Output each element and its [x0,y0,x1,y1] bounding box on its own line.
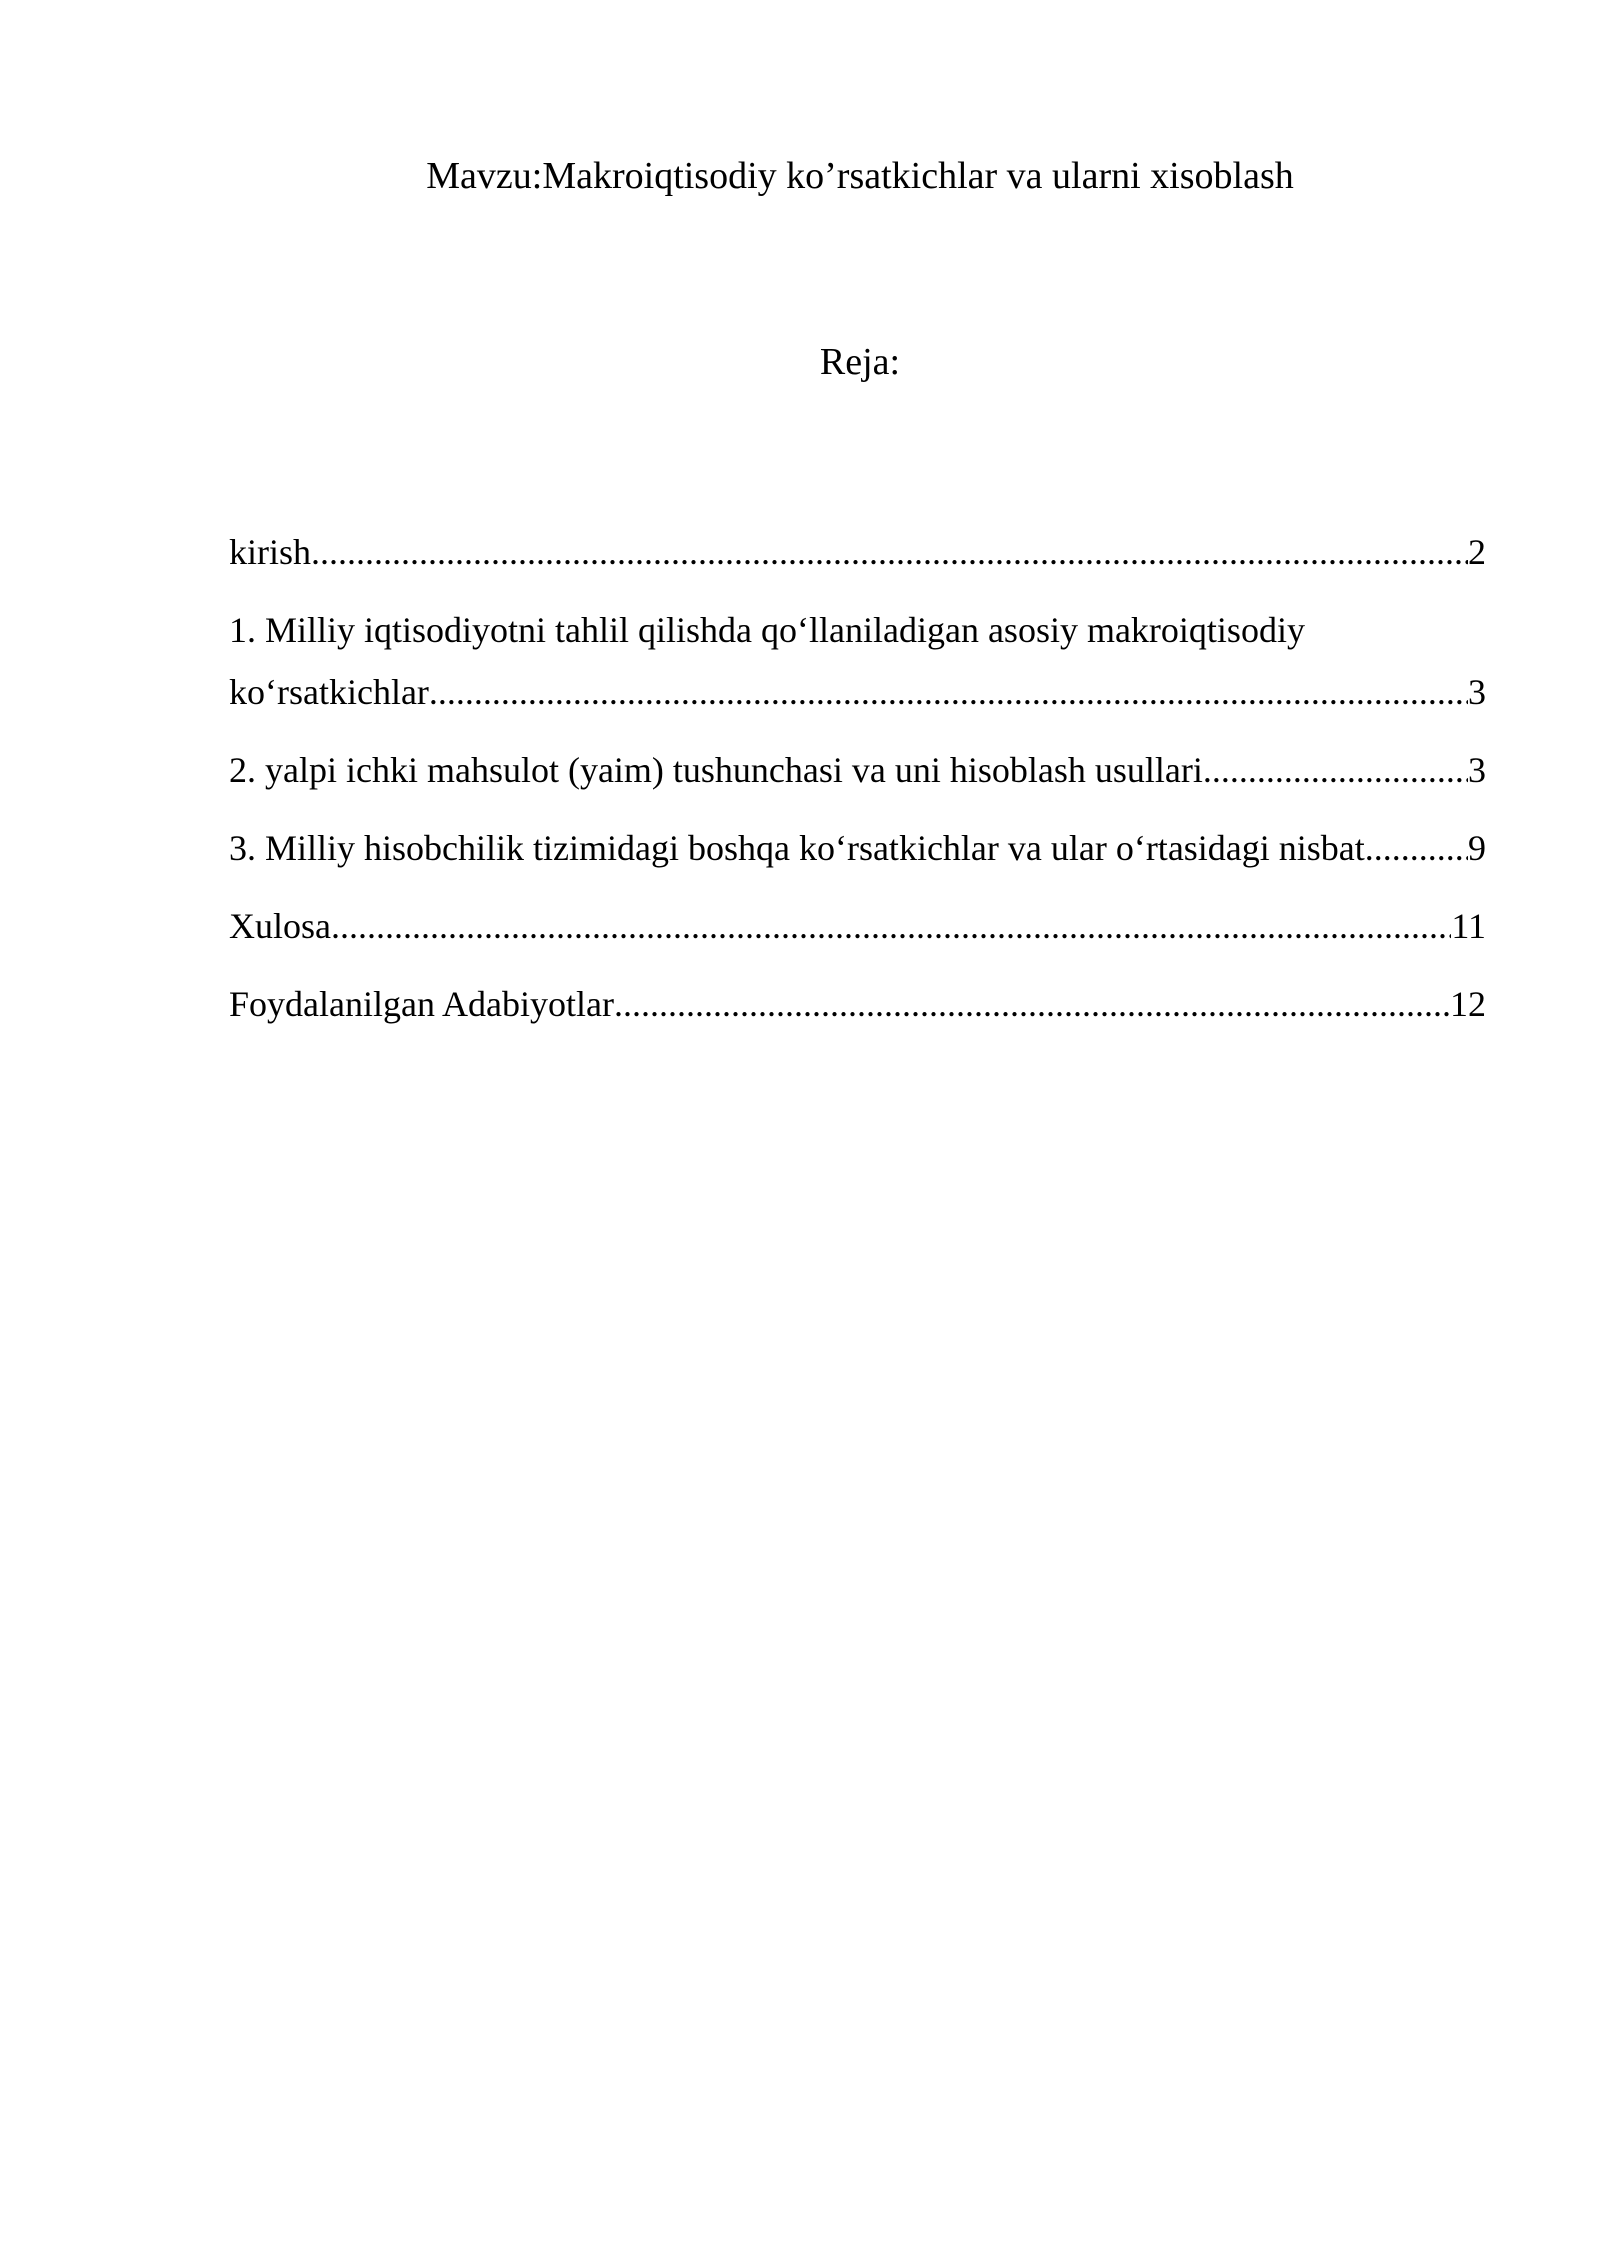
toc-leader-dots [331,898,1451,954]
toc-page-number: 9 [1468,828,1486,868]
toc-page-number: 11 [1451,906,1486,946]
toc-page-number: 3 [1468,672,1486,712]
toc-entry-references [229,976,1486,1032]
toc-line [229,898,1486,954]
toc-line [229,524,1486,580]
toc-page-number: 2 [1468,532,1486,572]
toc-entry-section-3 [229,820,1486,876]
toc-entry-section-1 [229,602,1486,720]
toc-entry-conclusion [229,898,1486,954]
toc-leader-dots [1365,820,1468,876]
toc-leader-dots [429,664,1468,720]
toc-entry-introduction [229,524,1486,580]
toc-leader-dots [311,524,1468,580]
table-of-contents [229,524,1486,1054]
toc-line [229,820,1486,876]
document-title: Mavzu:Makroiqtisodiy ko’rsatkichlar va ularni xisoblash [426,155,1294,197]
toc-entry-text-line1: 1. Milliy iqtisodiyotni tahlil qilishda qo‘llaniladigan asosiy makroiqtisodiy [229,610,1305,650]
toc-line [229,664,1486,720]
toc-entry-text: ko‘rsatkichlar [229,672,429,712]
toc-entry-text: 3. Milliy hisobchilik tizimidagi boshqa ko‘rsatkichlar va ular o‘rtasidagi nisbat [229,828,1365,868]
toc-entry-text: 2. yalpi ichki mahsulot (yaim) tushunchasi va uni hisoblash usullari [229,750,1203,790]
plan-heading: Reja: [819,341,901,383]
toc-leader-dots [614,976,1450,1032]
toc-entry-text: Foydalanilgan Adabiyotlar [229,984,614,1024]
toc-line [229,976,1486,1032]
toc-entry-section-2 [229,742,1486,798]
toc-entry-text: Xulosa [229,906,331,946]
toc-leader-dots [1203,742,1468,798]
toc-page-number: 12 [1450,984,1486,1024]
toc-line [229,742,1486,798]
toc-entry-text: kirish [229,532,312,572]
toc-page-number: 3 [1468,750,1486,790]
